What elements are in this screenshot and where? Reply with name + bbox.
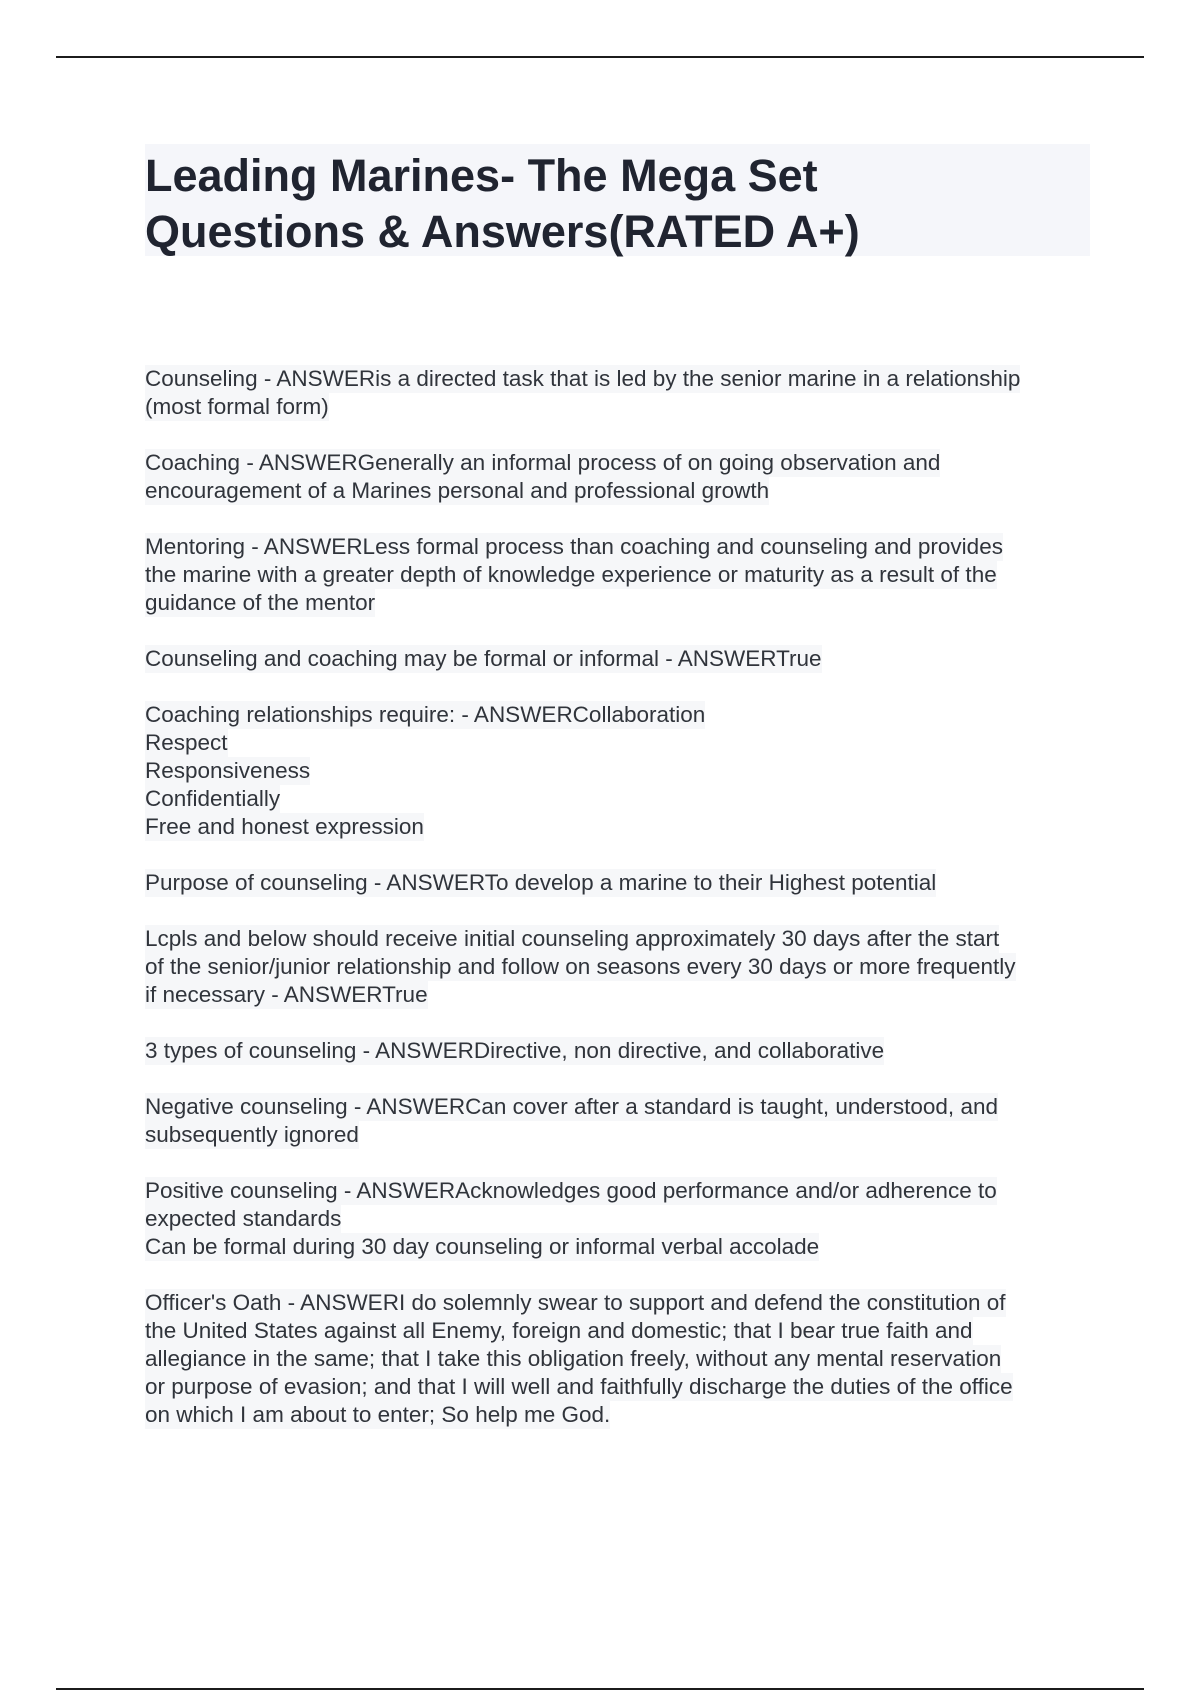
qa-line: Free and honest expression (145, 814, 424, 839)
qa-line: on which I am about to enter; So help me God. (145, 1402, 611, 1427)
qa-line: Confidentially (145, 786, 281, 811)
footer-rule (56, 1688, 1144, 1690)
qa-line: 3 types of counseling - ANSWERDirective, non directive, and collaborative (145, 1038, 885, 1063)
qa-line: Coaching - ANSWERGenerally an informal process of on going observation and (145, 450, 941, 475)
qa-line: (most formal form) (145, 394, 329, 419)
qa-line: if necessary - ANSWERTrue (145, 982, 428, 1007)
title-line: Leading Marines- The Mega Set (145, 150, 818, 201)
qa-item (145, 1289, 1090, 1429)
qa-list (145, 365, 1090, 1457)
qa-item (145, 701, 1090, 841)
qa-line: Responsiveness (145, 758, 311, 783)
qa-item (145, 1093, 1090, 1149)
qa-item (145, 869, 1090, 897)
qa-line: Purpose of counseling - ANSWERTo develop a marine to their Highest potential (145, 870, 937, 895)
qa-line: Respect (145, 730, 228, 755)
qa-line: Lcpls and below should receive initial counseling approximately 30 days after the start (145, 926, 1000, 951)
document-title (145, 144, 1090, 260)
qa-line: Counseling - ANSWERis a directed task that is led by the senior marine in a relationship (145, 366, 1021, 391)
qa-line: the United States against all Enemy, foreign and domestic; that I bear true faith and (145, 1318, 973, 1343)
qa-line: Negative counseling - ANSWERCan cover after a standard is taught, understood, and (145, 1094, 998, 1119)
qa-line: Officer's Oath - ANSWERI do solemnly swear to support and defend the constitution of (145, 1290, 1006, 1315)
qa-item (145, 645, 1090, 673)
qa-line: of the senior/junior relationship and follow on seasons every 30 days or more frequently (145, 954, 1016, 979)
qa-item (145, 925, 1090, 1009)
qa-line: subsequently ignored (145, 1122, 359, 1147)
qa-item (145, 1037, 1090, 1065)
title-block (145, 144, 1090, 256)
qa-line: expected standards (145, 1206, 342, 1231)
qa-line: encouragement of a Marines personal and professional growth (145, 478, 770, 503)
qa-line: or purpose of evasion; and that I will well and faithfully discharge the duties of the office (145, 1374, 1013, 1399)
qa-item (145, 533, 1090, 617)
title-line: Questions & Answers(RATED A+) (145, 206, 860, 257)
qa-line: Coaching relationships require: - ANSWERCollaboration (145, 702, 706, 727)
qa-line: Counseling and coaching may be formal or informal - ANSWERTrue (145, 646, 822, 671)
header-rule (56, 56, 1144, 58)
qa-line: the marine with a greater depth of knowledge experience or maturity as a result of the (145, 562, 997, 587)
qa-item (145, 1177, 1090, 1261)
qa-line: Can be formal during 30 day counseling or informal verbal accolade (145, 1234, 820, 1259)
qa-line: Mentoring - ANSWERLess formal process than coaching and counseling and provides (145, 534, 1003, 559)
qa-item (145, 449, 1090, 505)
qa-line: allegiance in the same; that I take this obligation freely, without any mental reservation (145, 1346, 1002, 1371)
qa-item (145, 365, 1090, 421)
qa-line: guidance of the mentor (145, 590, 376, 615)
qa-line: Positive counseling - ANSWERAcknowledges good performance and/or adherence to (145, 1178, 997, 1203)
